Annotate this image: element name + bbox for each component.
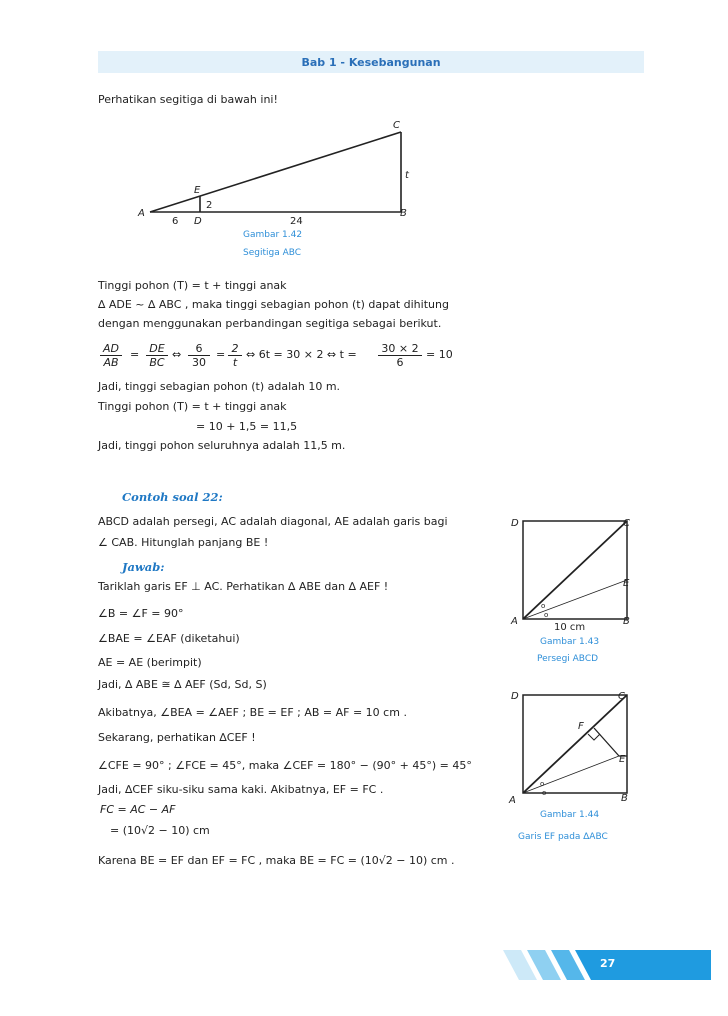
iff-1: ⇔ — [172, 348, 182, 361]
fig142-caption-title: Segitiga ABC — [243, 248, 302, 258]
equals-2: = — [216, 348, 226, 361]
answer-line-11: = (10√2 − 10) cm — [110, 824, 210, 837]
label-D: D — [194, 216, 202, 227]
fig143-angle-2: o — [544, 611, 549, 619]
sol-line-6: = 10 + 1,5 = 11,5 — [196, 420, 298, 433]
figure-1-43 — [508, 512, 640, 632]
fig143-caption-title: Persegi ABCD — [537, 654, 599, 664]
label-t: t — [405, 170, 409, 181]
sol-line-1: Tinggi pohon (T) = t + tinggi anak — [98, 279, 287, 292]
fig144-caption-number: Gambar 1.44 — [540, 810, 600, 820]
page-number: 27 — [600, 957, 616, 970]
fig143-side-label: 10 cm — [554, 622, 586, 633]
sol-line-5: Tinggi pohon (T) = t + tinggi anak — [98, 400, 287, 413]
label-A: A — [138, 208, 145, 219]
label-ad: 6 — [172, 216, 179, 227]
fig144-label-F: F — [578, 721, 584, 732]
figure-1-42 — [130, 115, 420, 230]
answer-line-8: ∠CFE = 90° ; ∠FCE = 45°, maka ∠CEF = 180° − (90° + 45°) = 45° — [98, 759, 472, 772]
header-bar — [98, 51, 644, 73]
answer-title: Jawab: — [122, 560, 165, 574]
fig144-label-B: B — [621, 793, 628, 804]
fraction-2-t: $\frac{2}{t}$ — [228, 342, 242, 369]
question-line-2: ∠ CAB. Hitunglah panjang BE ! — [98, 536, 269, 549]
fig143-label-E: E — [623, 578, 630, 589]
label-E: E — [194, 185, 201, 196]
answer-line-7: Sekarang, perhatikan ∆CEF ! — [98, 731, 256, 744]
fig143-caption-number: Gambar 1.43 — [540, 637, 600, 647]
label-de: 2 — [206, 200, 213, 211]
label-db: 24 — [290, 216, 303, 227]
equation-result: = 10 — [426, 348, 453, 361]
fig143-label-D: D — [511, 518, 519, 529]
fig144-label-E: E — [619, 754, 626, 765]
figure-1-44 — [508, 685, 640, 806]
fig142-caption-number: Gambar 1.42 — [243, 230, 303, 240]
fig144-angle-1: o — [540, 780, 545, 788]
fig143-angle-1: o — [541, 602, 546, 610]
label-B: B — [400, 208, 407, 219]
answer-line-3: ∠BAE = ∠EAF (diketahui) — [98, 632, 240, 645]
fig144-label-A: A — [509, 795, 516, 806]
equals-1: = — [130, 348, 140, 361]
fraction-6-30: $\frac{6}{30}$ — [188, 342, 210, 369]
answer-line-12: Karena BE = EF dan EF = FC , maka BE = FC = (10√2 − 10) cm . — [98, 854, 455, 867]
example-title: Contoh soal 22: — [122, 490, 223, 504]
answer-line-4: AE = AE (berimpit) — [98, 656, 202, 669]
answer-line-2: ∠B = ∠F = 90° — [98, 607, 184, 620]
fraction-de-bc: $\frac{DE}{BC}$ — [146, 342, 168, 369]
chapter-title: Bab 1 - Kesebangunan — [301, 56, 441, 69]
fig144-angle-2: o — [542, 789, 547, 797]
equation-middle: ⇔ 6t = 30 × 2 ⇔ t = — [246, 348, 357, 361]
fraction-result: $\frac{30 \times 2}{6}$ — [378, 342, 422, 369]
intro-text: Perhatikan segitiga di bawah ini! — [98, 93, 278, 106]
fig143-label-A: A — [511, 616, 518, 627]
answer-line-6: Akibatnya, ∠BEA = ∠AEF ; BE = EF ; AB = AF = 10 cm . — [98, 706, 407, 719]
answer-line-10: FC = AC − AF — [100, 803, 176, 816]
sol-line-7: Jadi, tinggi pohon seluruhnya adalah 11,5 m. — [98, 439, 346, 452]
fig144-caption-title: Garis EF pada ∆ABC — [518, 832, 608, 842]
answer-line-5: Jadi, ∆ ABE ≅ ∆ AEF (Sd, Sd, S) — [98, 678, 267, 691]
fig143-label-C: C — [623, 518, 630, 529]
label-C: C — [393, 120, 400, 131]
fig144-label-D: D — [511, 691, 519, 702]
answer-line-9: Jadi, ∆CEF siku-siku sama kaki. Akibatnya, EF = FC . — [98, 783, 384, 796]
fraction-ad-ab: $\frac{AD}{AB}$ — [100, 342, 122, 369]
sol-line-4: Jadi, tinggi sebagian pohon (t) adalah 10 m. — [98, 380, 341, 393]
fig143-label-B: B — [623, 616, 630, 627]
sol-line-2: ∆ ADE ~ ∆ ABC , maka tinggi sebagian pohon (t) dapat dihitung — [98, 298, 449, 311]
question-line-1: ABCD adalah persegi, AC adalah diagonal, AE adalah garis bagi — [98, 515, 448, 528]
answer-line-1: Tariklah garis EF ⊥ AC. Perhatikan ∆ ABE dan ∆ AEF ! — [98, 580, 389, 593]
fig144-label-C: C — [618, 691, 625, 702]
page-number-banner — [503, 950, 728, 980]
sol-line-3: dengan menggunakan perbandingan segitiga sebagai berikut. — [98, 317, 442, 330]
